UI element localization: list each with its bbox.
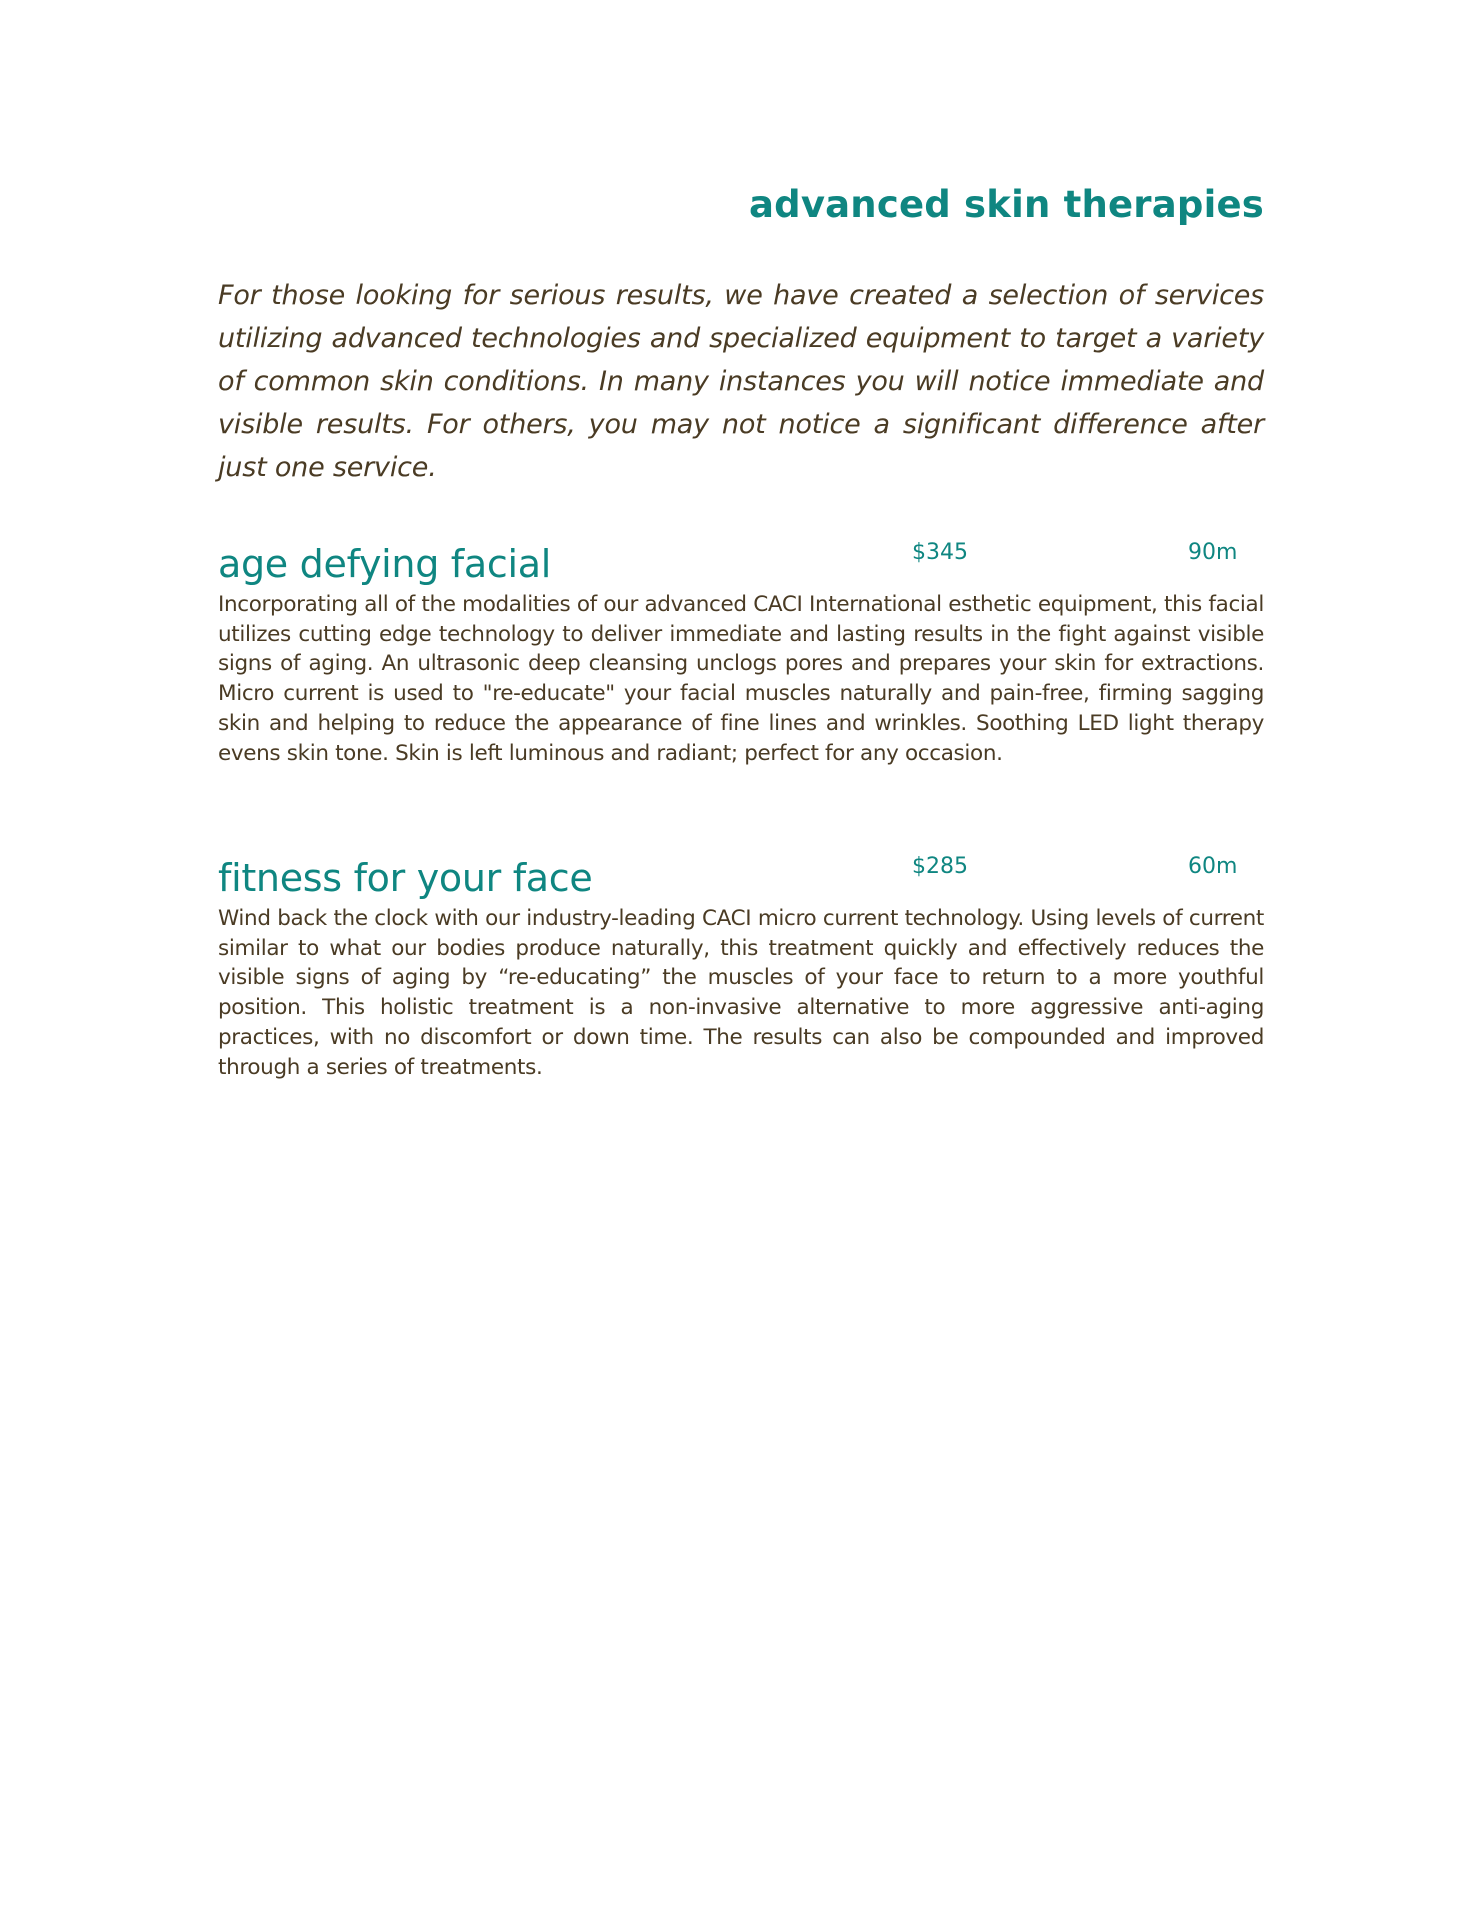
service-description: Incorporating all of the modalities of our advanced CACI International esthetic equipment, this facial utilizes cutting edge technology to deliver immediate and lasting results in the fight against visible signs of aging. An ultrasonic deep cleansing unclogs pores and prepares your skin for extractions. Micro current is used to "re-educate" your facial muscles naturally and pain-free, firming sagging skin and helping to reduce the appearance of fine lines and wrinkles. Soothing LED light therapy evens skin tone. Skin is left luminous and radiant; perfect for any occasion. [218, 592, 1264, 766]
service-duration: 60m [1188, 854, 1238, 879]
service-header [218, 852, 1264, 904]
service-duration: 90m [1188, 540, 1238, 565]
service-name: age defying facial [218, 542, 551, 586]
page-title: advanced skin therapies [748, 183, 1264, 226]
intro-paragraph: For those looking for serious results, we have created a selection of services utilizing advanced technologies and specialized equipment to target a variety of common skin conditions. In many instances you will notice immediate and visible results. For others, you may not notice a significant difference after just one service. [218, 280, 1264, 483]
service-fitness-for-your-face [218, 852, 1264, 1082]
service-description: Wind back the clock with our industry-leading CACI micro current technology. Using levels of current similar to what our bodies produce naturally, this treatment quickly and effectively reduces the visible signs of aging by “re-educating” the muscles of your face to return to a more youthful position. This holistic treatment is a non-invasive alternative to more aggressive anti-aging practices, with no discomfort or down time. The results can also be compounded and improved through a series of treatments. [218, 906, 1264, 1080]
service-price: $345 [912, 540, 968, 565]
service-name: fitness for your face [218, 856, 593, 900]
service-header [218, 538, 1264, 590]
service-price: $285 [912, 854, 968, 879]
service-age-defying-facial [218, 538, 1264, 768]
